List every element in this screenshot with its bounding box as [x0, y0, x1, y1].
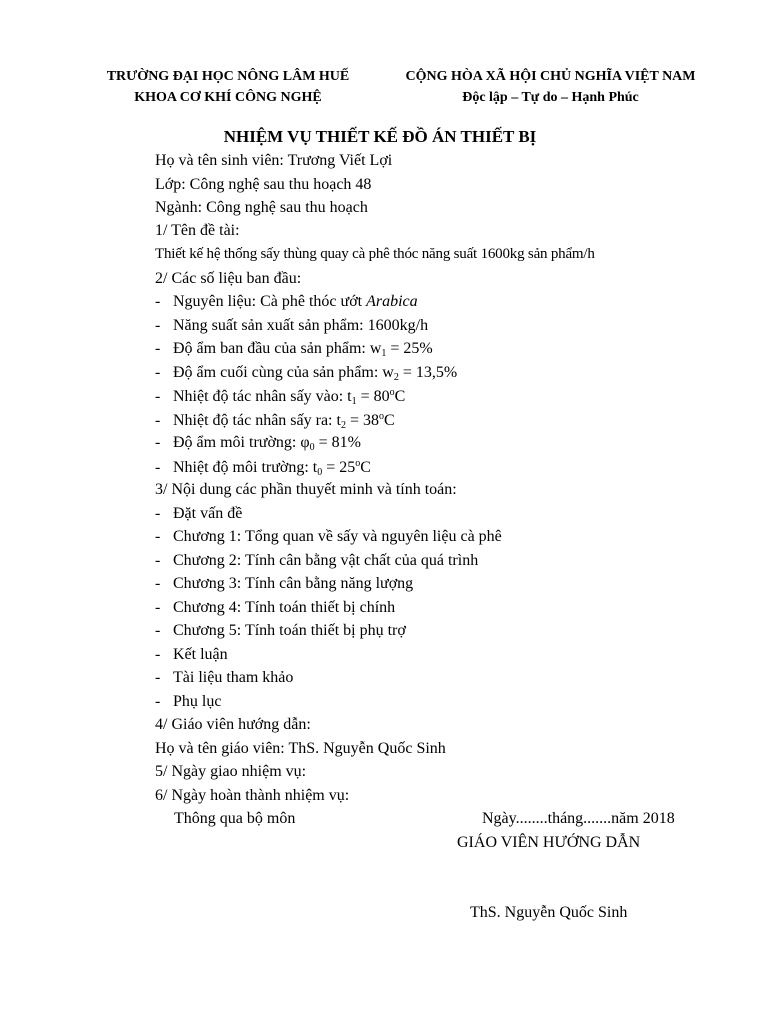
- bullet-dash: -: [155, 575, 161, 592]
- bullet-dash: -: [155, 693, 161, 710]
- bullet-dash: -: [155, 599, 161, 616]
- data-item-ambient-humidity: - Độ ẩm môi trường: $\varphi_0 = 81\%$: [155, 434, 361, 453]
- faculty-name: KHOA CƠ KHÍ CÔNG NGHỆ: [134, 90, 322, 105]
- content-item: - Chương 1: Tổng quan về sấy và nguyên liệu cà phê: [155, 528, 502, 545]
- data-item-ambient-temperature: - Nhiệt độ môi trường: $t_0 = 25^oC$: [155, 458, 371, 478]
- data-item-inlet-temperature: - Nhiệt độ tác nhân sấy vào: $t_1 = 80^oC$: [155, 387, 406, 407]
- bullet-dash: -: [155, 669, 161, 686]
- bullet-dash: -: [155, 552, 161, 569]
- section-6-heading: 6/ Ngày hoàn thành nhiệm vụ:: [155, 787, 350, 804]
- university-name: TRƯỜNG ĐẠI HỌC NÔNG LÂM HUẾ: [106, 69, 350, 84]
- section-3-heading: 3/ Nội dung các phần thuyết minh và tính toán:: [155, 481, 457, 498]
- section-2-heading: 2/ Các số liệu ban đầu:: [155, 270, 302, 287]
- bullet-dash: -: [155, 622, 161, 639]
- bullet-dash: -: [155, 364, 161, 381]
- document-title: NHIỆM VỤ THIẾT KẾ ĐỒ ÁN THIẾT BỊ: [223, 127, 537, 146]
- section-5-heading: 5/ Ngày giao nhiệm vụ:: [155, 763, 307, 780]
- content-item: - Đặt vấn đề: [155, 505, 243, 522]
- data-item-material: - Nguyên liệu: Cà phê thóc ướt Arabica: [155, 293, 418, 310]
- variety-name: Arabica: [366, 293, 418, 310]
- content-item: - Chương 2: Tính cân bằng vật chất của quá trình: [155, 552, 479, 569]
- teacher-name: Họ và tên giáo viên: ThS. Nguyễn Quốc Sinh: [155, 740, 446, 757]
- content-item: - Chương 5: Tính toán thiết bị phụ trợ: [155, 622, 406, 639]
- topic-line: Thiết kế hệ thống sấy thùng quay cà phê thóc năng suất 1600kg sản phẩm/h: [155, 246, 595, 262]
- bullet-dash: -: [155, 646, 161, 663]
- national-header: [378, 66, 723, 108]
- section-4-heading: 4/ Giáo viên hướng dẫn:: [155, 716, 311, 733]
- bullet-dash: -: [155, 528, 161, 545]
- data-item-capacity: - Năng suất sản xuất sản phẩm: 1600kg/h: [155, 317, 429, 334]
- signer-title: GIÁO VIÊN HƯỚNG DẪN: [457, 834, 641, 851]
- date-line: Ngày........tháng.......năm 2018: [482, 810, 675, 827]
- bullet-dash: -: [155, 434, 161, 451]
- class-line: Lớp: Công nghệ sau thu hoạch 48: [155, 176, 372, 193]
- content-item: - Chương 3: Tính cân bằng năng lượng: [155, 575, 414, 592]
- bullet-dash: -: [155, 293, 161, 310]
- data-item-initial-moisture: - Độ ẩm ban đầu của sản phẩm: $w_1 = 25\%$: [155, 340, 433, 359]
- bullet-dash: -: [155, 340, 161, 357]
- country-name: CỘNG HÒA XÃ HỘI CHỦ NGHĨA VIỆT NAM: [405, 69, 696, 84]
- national-motto: Độc lập – Tự do – Hạnh Phúc: [462, 90, 639, 105]
- bullet-dash: -: [155, 317, 161, 334]
- bullet-dash: -: [155, 459, 161, 476]
- student-name: Họ và tên sinh viên: Trương Viết Lợi: [155, 152, 393, 169]
- major-line: Ngành: Công nghệ sau thu hoạch: [155, 199, 368, 216]
- content-item: - Phụ lục: [155, 693, 222, 710]
- data-item-final-moisture: - Độ ẩm cuối cùng của sản phẩm: $w_2 = 13,5\%$: [155, 364, 458, 383]
- content-item: - Kết luận: [155, 646, 228, 663]
- data-item-outlet-temperature: - Nhiệt độ tác nhân sấy ra: $t_2 = 38^oC$: [155, 411, 395, 431]
- bullet-dash: -: [155, 388, 161, 405]
- department-approval: Thông qua bộ môn: [174, 810, 296, 827]
- signer-name: ThS. Nguyễn Quốc Sinh: [470, 904, 628, 921]
- bullet-dash: -: [155, 505, 161, 522]
- university-header: [78, 66, 378, 108]
- content-item: - Chương 4: Tính toán thiết bị chính: [155, 599, 396, 616]
- bullet-dash: -: [155, 412, 161, 429]
- section-1-heading: 1/ Tên đề tài:: [155, 222, 240, 239]
- content-item: - Tài liệu tham khảo: [155, 669, 294, 686]
